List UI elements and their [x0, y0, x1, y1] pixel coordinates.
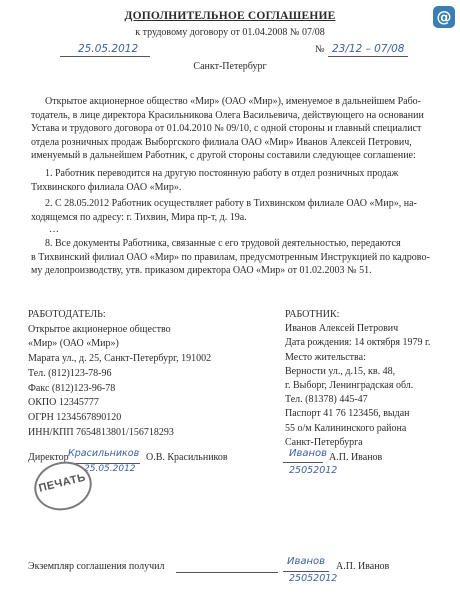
- text-line: 1. Работник переводится на другую постоянную работу в отдел розничных продаж: [45, 168, 399, 179]
- text-line: в Тихвинский филиал ОАО «Мир» по правилам, предусмотренным Инструкцией по кадрово-: [31, 251, 430, 263]
- employer-line: Факс (812)123-96-78: [28, 382, 116, 394]
- text-line: отдела розничных продаж Выборгского филиала ОАО «Мир» Иванов Алексей Петрович,: [31, 136, 412, 148]
- employee-line: Санкт-Петербурга: [285, 436, 363, 448]
- text-line: Тихвинского филиала ОАО «Мир».: [31, 181, 182, 193]
- receipt-fill-line: [176, 572, 278, 573]
- employer-line: Открытое акционерное общество: [28, 323, 171, 335]
- document-subtitle: к трудовому договору от 01.04.2008 № 07/08: [135, 27, 325, 38]
- date-underline: [60, 56, 150, 57]
- employee-line: Паспорт 41 76 123456, выдан: [285, 408, 410, 420]
- employee-line: Дата рождения: 14 октября 1979 г.: [285, 337, 431, 349]
- text-line: именуемый в дальнейшем Работник, с другой стороны составили следующее соглашение:: [31, 150, 416, 161]
- receipt-signature: Иванов: [287, 556, 326, 567]
- receipt-date: 25052012: [289, 573, 338, 584]
- employee-line: Место жительства:: [285, 351, 366, 363]
- employer-sign-date: 25.05.2012: [84, 464, 136, 474]
- receipt-signer-name: А.П. Иванов: [336, 561, 390, 572]
- employee-signature: Иванов: [289, 448, 328, 459]
- text-line: му делопроизводству, утв. приказом директора ОАО «Мир» от 01.02.2003 № 51.: [31, 265, 372, 276]
- clause-2: [31, 197, 431, 224]
- clause-1: [31, 167, 431, 194]
- receipt-label: Экземпляр соглашения получил: [28, 561, 165, 572]
- intro-paragraph: [31, 95, 431, 163]
- employer-line: «Мир» (ОАО «Мир»): [28, 338, 119, 350]
- employer-line: ОКПО 12345777: [28, 397, 99, 409]
- receipt-signature-line: [283, 571, 329, 572]
- employee-line: Тел. (81378) 445-47: [285, 394, 368, 406]
- number-underline: [328, 56, 408, 57]
- stamp-text: ПЕЧАТЬ: [37, 471, 88, 495]
- at-logo-icon: @: [433, 6, 455, 28]
- text-line: Открытое акционерное общество «Мир» (ОАО «Мир»), именуемое в дальнейшем Рабо-: [45, 96, 422, 107]
- employer-signer-name: О.В. Красильников: [146, 452, 228, 463]
- employee-heading: РАБОТНИК:: [285, 309, 340, 320]
- ellipsis: …: [49, 224, 59, 235]
- document-title: ДОПОЛНИТЕЛЬНОЕ СОГЛАШЕНИЕ: [124, 10, 336, 22]
- employee-signature-line: [283, 462, 323, 463]
- employee-sign-date: 25052012: [289, 465, 338, 476]
- clause-8: [31, 237, 431, 278]
- city: Санкт-Петербург: [193, 61, 267, 72]
- employer-line: ИНН/КПП 7654813801/156718293: [28, 426, 174, 438]
- employer-heading: РАБОТОДАТЕЛЬ:: [28, 309, 106, 320]
- employer-line: Марата ул., д. 25, Санкт-Петербург, 191002: [28, 353, 212, 365]
- text-line: 8. Все документы Работника, связанные с его трудовой деятельностью, передаются: [45, 238, 401, 249]
- handwritten-date: 25.05.2012: [78, 43, 139, 55]
- employer-signature: Красильников: [68, 448, 140, 459]
- employee-line: г. Выборг, Ленинградская обл.: [285, 380, 414, 392]
- employee-line: Иванов Алексей Петрович: [285, 323, 399, 335]
- employer-block: [28, 308, 248, 440]
- employee-signer-name: А.П. Иванов: [329, 452, 383, 463]
- text-line: 2. С 28.05.2012 Работник осуществляет работу в Тихвинском филиале ОАО «Мир», на-: [45, 198, 417, 209]
- handwritten-number: 23/12 – 07/08: [332, 43, 405, 55]
- text-line: тодатель, в лице директора Красильникова Олега Васильевича, действующего на основании: [31, 109, 424, 121]
- text-line: Устава и трудового договора от 01.04.2010 № 09/10, с одной стороны и главный специалист: [31, 123, 422, 134]
- employee-line: Верности ул., д.15, кв. 48,: [285, 365, 396, 377]
- employee-line: 55 о/м Калининского района: [285, 422, 407, 434]
- signer-title: Директор: [28, 452, 69, 463]
- employer-line: ОГРН 1234567890120: [28, 411, 122, 423]
- employee-block: [285, 308, 455, 450]
- text-line: ходящемся по адресу: г. Тихвин, Мира пр-т, д. 19а.: [31, 211, 247, 223]
- number-prefix: №: [315, 44, 325, 55]
- employer-line: Тел. (812)123-78-96: [28, 367, 112, 379]
